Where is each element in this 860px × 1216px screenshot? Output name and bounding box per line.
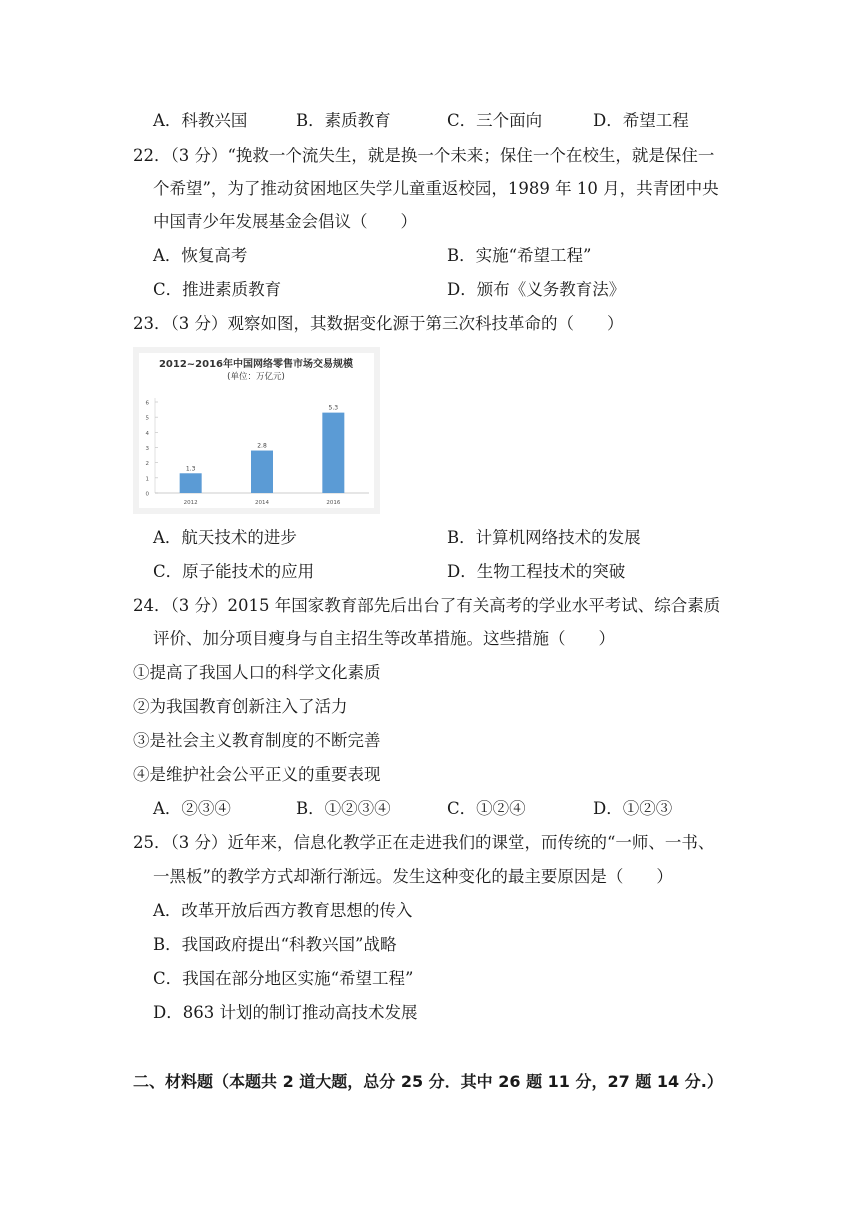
q22-stem-line-1: 22．（3 分）“挽救一个流失生，就是换一个未来；保住一个在校生，就是保住一: [133, 146, 715, 165]
section-2-heading: 二、材料题（本题共 2 道大题，总分 25 分．其中 26 题 11 分，27 题 14 分.）: [133, 1072, 723, 1091]
q22-option-c: C．推进素质教育: [153, 280, 282, 299]
y-tick-label-4: 4: [145, 430, 149, 437]
q22-option-d: D．颁布《义务教育法》: [447, 280, 626, 299]
y-tick-label-3: 3: [145, 446, 149, 452]
q22-stem-line-3: 中国青少年发展基金会倡议（ ）: [153, 212, 417, 231]
q24-option-d: D．①②③: [593, 799, 673, 818]
q25-option-d: D．863 计划的制订推动高技术发展: [153, 1003, 418, 1022]
bar-2012: [180, 473, 202, 493]
data-label-2016: 5.3: [328, 404, 339, 412]
q24-stem-line-1: 24．（3 分）2015 年国家教育部先后出台了有关高考的学业水平考试、综合素质: [133, 596, 721, 615]
q24-option-a: A．②③④: [153, 799, 231, 818]
q22-option-a: A．恢复高考: [153, 246, 248, 265]
q23-option-d: D．生物工程技术的突破: [447, 562, 626, 581]
q25-option-b: B．我国政府提出“科教兴国”战略: [153, 935, 397, 954]
q22-stem-line-2: 个希望”，为了推动贫困地区失学儿童重返校园，1989 年 10 月，共青团中央: [153, 179, 719, 198]
q23-stem: 23．（3 分）观察如图，其数据变化源于第三次科技革命的（ ）: [133, 314, 624, 333]
q21-option-c: C．三个面向: [447, 111, 543, 130]
y-tick-label-1: 1: [145, 476, 149, 483]
y-tick-label-2: 2: [145, 461, 149, 468]
bar-chart-svg: [133, 347, 380, 514]
q23-option-b: B．计算机网络技术的发展: [447, 528, 641, 547]
q23-option-a: A．航天技术的进步: [153, 528, 297, 547]
q23-option-c: C．原子能技术的应用: [153, 562, 315, 581]
q24-item-1: ①提高了我国人口的科学文化素质: [133, 663, 381, 682]
q24-stem-line-2: 评价、加分项目瘦身与自主招生等改革措施。这些措施（ ）: [153, 629, 615, 648]
q24-item-4: ④是维护社会公平正义的重要表现: [133, 765, 381, 784]
chart-title: 2012~2016年中国网络零售市场交易规模: [158, 359, 354, 370]
q24-item-2: ②为我国教育创新注入了活力: [133, 697, 348, 716]
y-tick-label-6: 6: [145, 400, 149, 407]
data-label-2014: 2.8: [257, 442, 267, 450]
q25-stem-line-2: 一黑板”的教学方式却渐行渐远。发生这种变化的最主要原因是（ ）: [153, 867, 673, 886]
x-tick-label-2014: 2014: [255, 500, 269, 506]
q21-option-d: D．希望工程: [593, 111, 689, 130]
y-tick-label-0: 0: [145, 491, 149, 498]
q21-option-a: A．科教兴国: [153, 111, 248, 130]
chart-subtitle: (单位：万亿元): [227, 372, 285, 382]
x-tick-label-2012: 2012: [183, 500, 198, 506]
bar-chart: [133, 347, 380, 514]
data-label-2012: 1.3: [185, 465, 196, 473]
q25-stem-line-1: 25．（3 分）近年来，信息化教学正在走进我们的课堂，而传统的“一师、一书、: [133, 833, 715, 852]
q25-option-a: A．改革开放后西方教育思想的传入: [153, 901, 413, 920]
q24-option-b: B．①②③④: [296, 799, 391, 818]
q24-option-c: C．①②④: [447, 799, 526, 818]
x-tick-label-2016: 2016: [326, 500, 341, 506]
q24-item-3: ③是社会主义教育制度的不断完善: [133, 731, 381, 750]
q25-option-c: C．我国在部分地区实施“希望工程”: [153, 969, 414, 988]
q21-option-b: B．素质教育: [296, 111, 391, 130]
y-tick-label-5: 5: [145, 415, 149, 422]
q22-option-b: B．实施“希望工程”: [447, 246, 592, 265]
bar-2014: [251, 451, 273, 493]
bar-2016: [322, 413, 344, 493]
